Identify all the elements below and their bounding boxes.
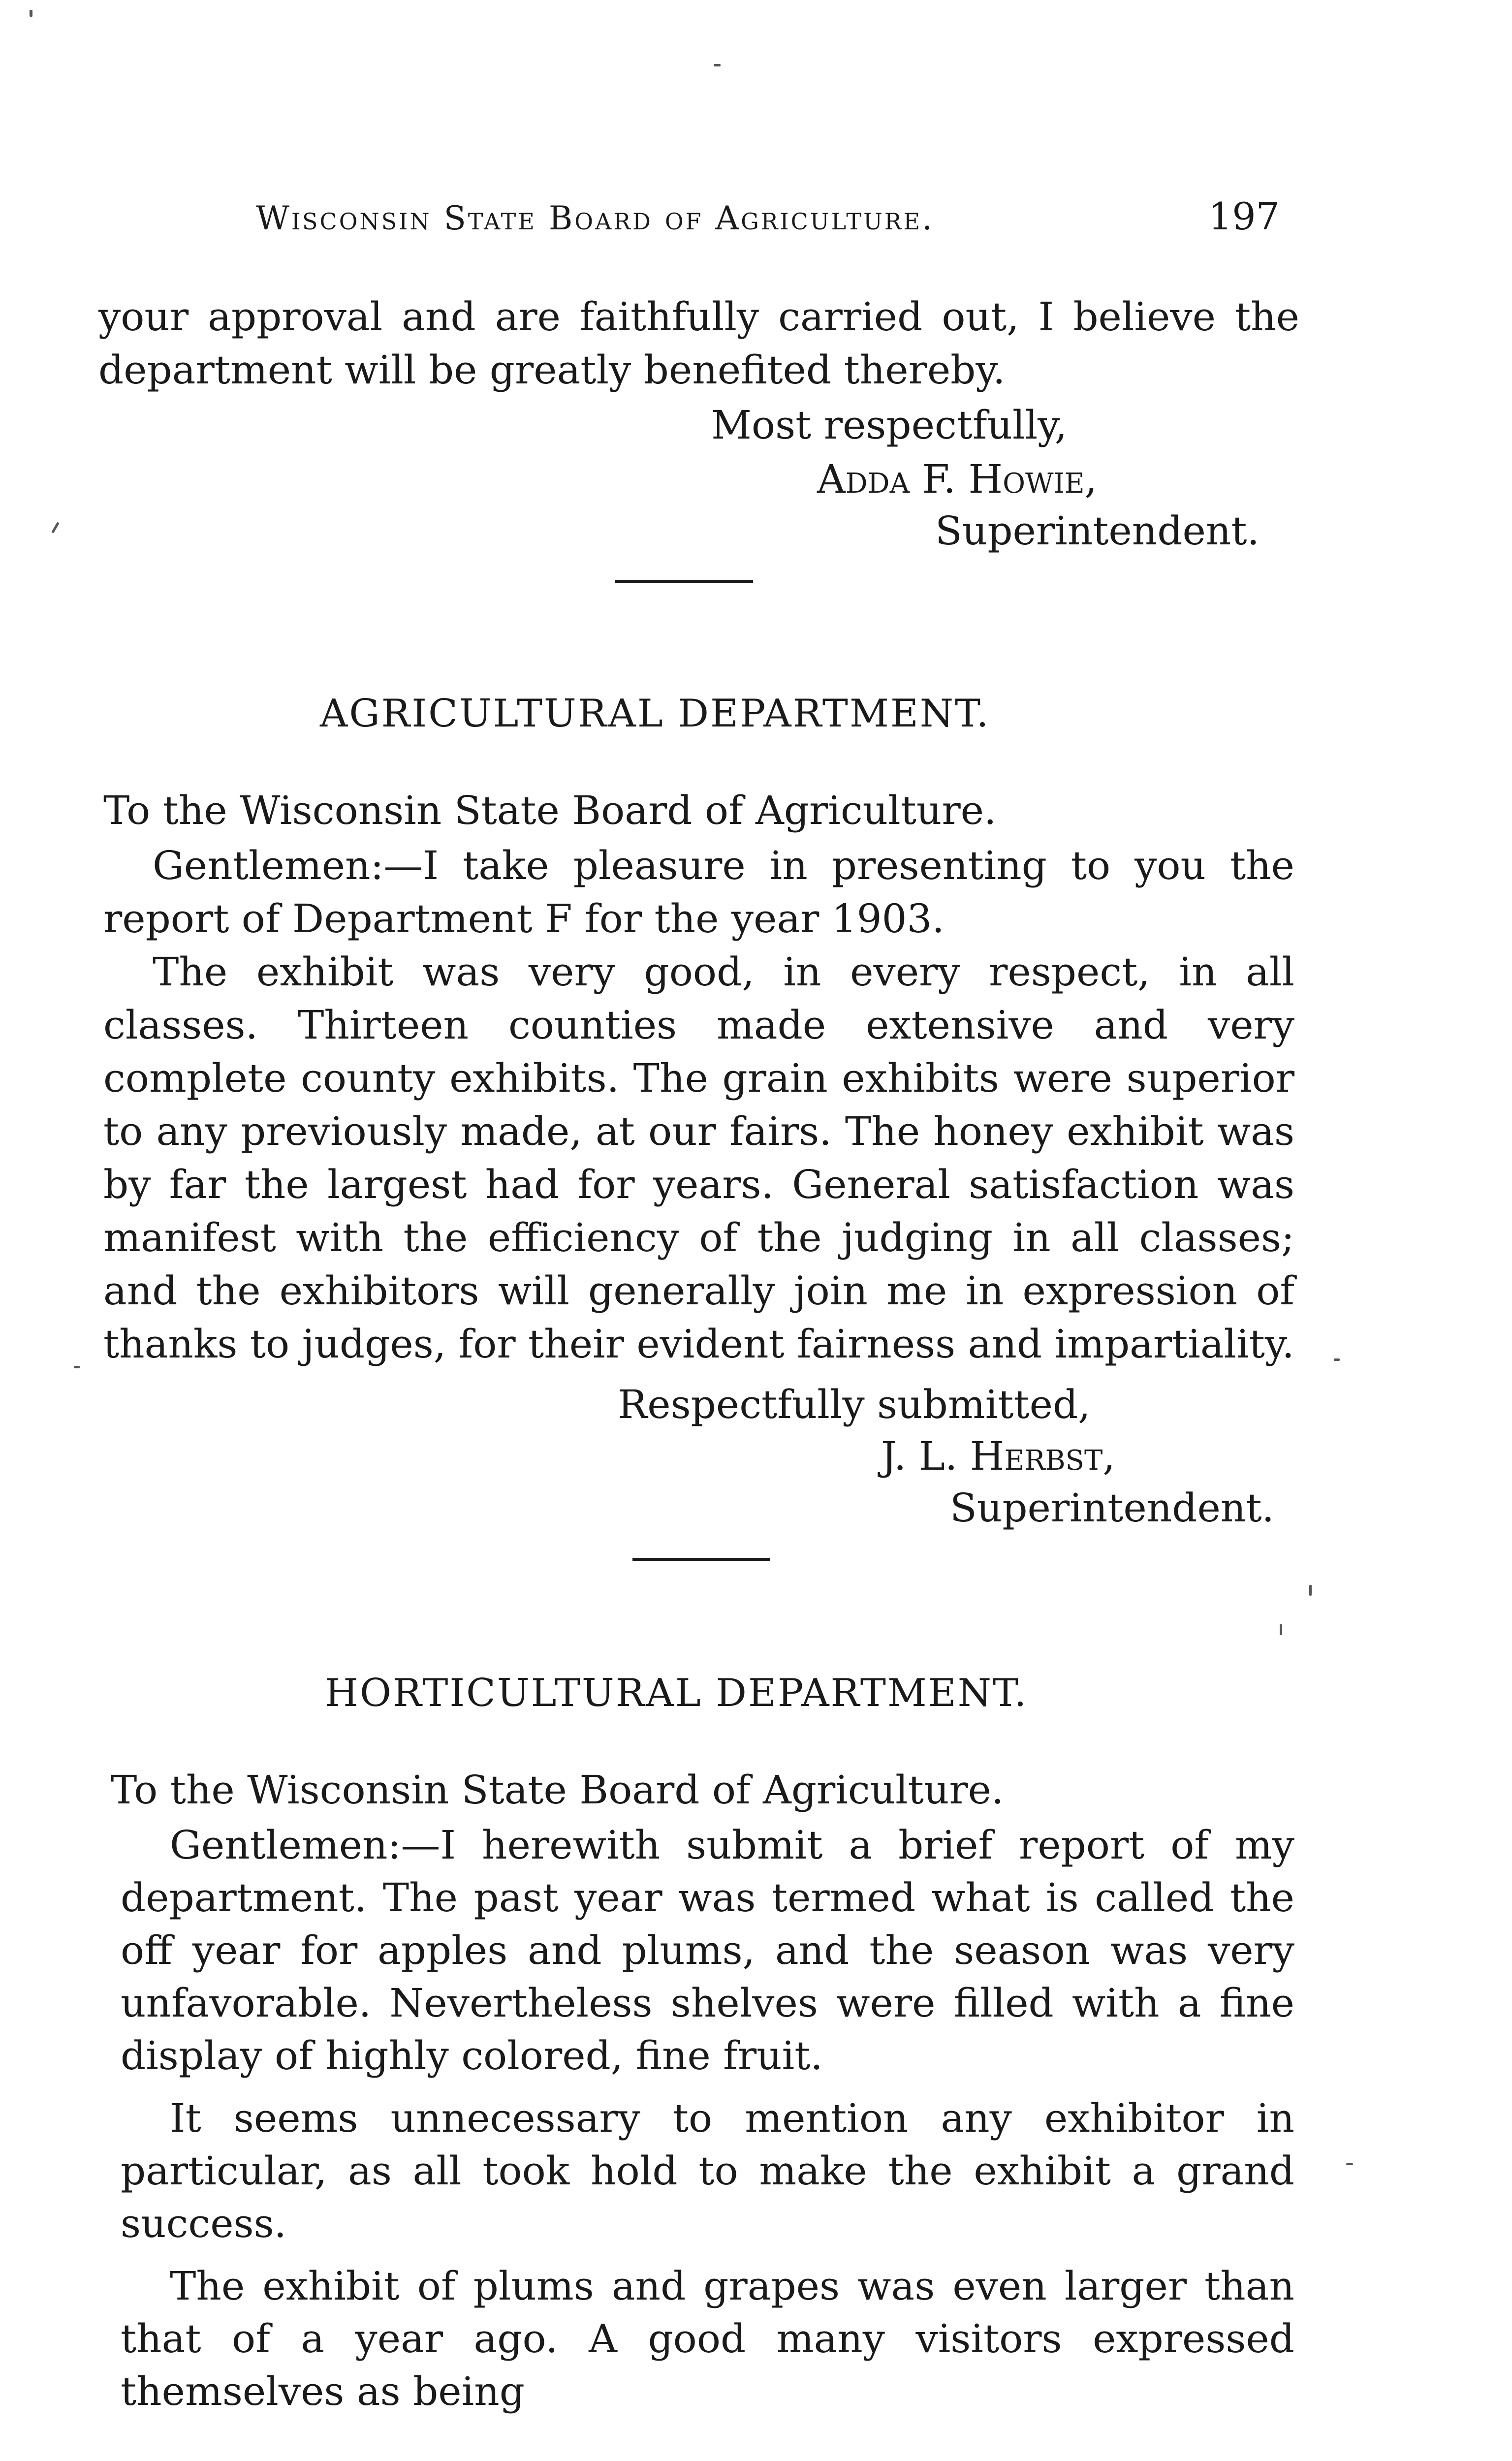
horticultural-body — [121, 1819, 1294, 2418]
agricultural-signature: J. L. Herbst, — [881, 1433, 1115, 1479]
running-head — [256, 194, 1280, 253]
print-speck — [1280, 1624, 1282, 1635]
agricultural-paragraph: Gentlemen:—I take pleasure in presenting to you the report of Department F for the year 1903. — [103, 843, 1294, 942]
continuation-title: Superintendent. — [935, 508, 1260, 554]
agricultural-closing: Respectfully submitted, — [618, 1382, 1091, 1427]
horticultural-paragraph: The exhibit of plums and grapes was even larger than that of a year ago. A good many visitors expressed themselves as being — [121, 2263, 1294, 2414]
horticultural-salutation: To the Wisconsin State Board of Agriculture. — [111, 1767, 1004, 1813]
section-divider-rule — [615, 580, 753, 583]
print-speck — [1346, 2163, 1353, 2165]
continuation-closing: Most respectfully, — [711, 402, 1068, 448]
print-speck — [1309, 1585, 1312, 1596]
continuation-paragraph-block — [98, 290, 1299, 397]
print-speck — [74, 1366, 80, 1368]
print-speck — [30, 10, 32, 17]
continuation-paragraph: your approval and are faithfully carried out, I believe the department will be greatly benefited thereby. — [98, 294, 1299, 393]
horticultural-paragraph: Gentlemen:—I herewith submit a brief report of my department. The past year was termed what is called the off year for apples and plums, and the season was very unfavorable. Nevertheless shelves were filled with a fine display of highly colored, fine fruit. — [121, 1822, 1294, 2079]
agricultural-department-heading: AGRICULTURAL DEPARTMENT. — [320, 692, 990, 736]
page-number: 197 — [1208, 194, 1280, 238]
section-divider-rule — [632, 1558, 770, 1561]
print-speck — [1334, 1358, 1340, 1361]
horticultural-department-heading: HORTICULTURAL DEPARTMENT. — [325, 1671, 1028, 1715]
agricultural-salutation: To the Wisconsin State Board of Agriculture. — [103, 788, 997, 833]
running-title: Wisconsin State Board of Agriculture. — [256, 199, 935, 237]
agricultural-body — [103, 839, 1294, 1371]
horticultural-paragraph: It seems unnecessary to mention any exhibitor in particular, as all took hold to make the exhibit a grand success. — [121, 2095, 1294, 2246]
agricultural-title: Superintendent. — [950, 1485, 1274, 1531]
continuation-signature: Adda F. Howie, — [817, 456, 1098, 502]
print-speck — [714, 64, 721, 66]
print-speck — [51, 522, 59, 533]
agricultural-paragraph: The exhibit was very good, in every respect, in all classes. Thirteen counties made extensive and very complete county exhibits. The grain exhibits were superior to any previously made, at our fairs. The honey exhibit was by far the largest had for years. General satisfaction was manifest with the efficiency of the judging in all classes; and the exhibitors will generally join me in expression of thanks to judges, for their evident fairness and impartiality. — [103, 949, 1294, 1367]
